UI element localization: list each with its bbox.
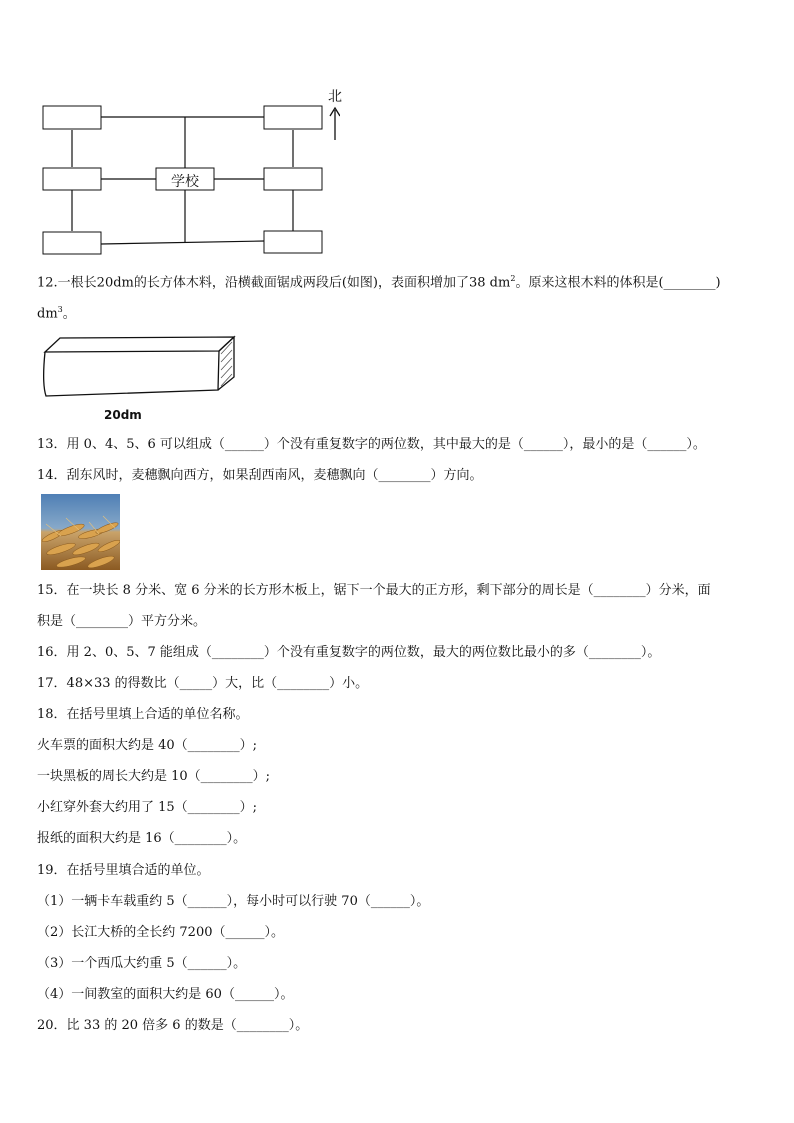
map-box-mid-right (264, 168, 322, 190)
question-19-2: （2）长江大桥的全长约 7200（______）。 (37, 925, 284, 940)
question-18-d: 报纸的面积大约是 16（________）。 (37, 831, 247, 846)
wood-length-caption: 20dm (104, 408, 142, 422)
question-18-c: 小红穿外套大约用了 15（________）; (37, 800, 258, 815)
map-box-top-right (264, 106, 322, 129)
question-19-1: （1）一辆卡车载重约 5（______），每小时可以行驶 70（______）。 (37, 894, 430, 909)
question-20: 20．比 33 的 20 倍多 6 的数是（________）。 (37, 1018, 309, 1033)
question-18: 18．在括号里填上合适的单位名称。 (37, 707, 249, 722)
question-13: 13．用 0、4、5、6 可以组成（______）个没有重复数字的两位数，其中最大的是（______），最小的是（______）。 (37, 437, 706, 452)
question-18-b: 一块黑板的周长大约是 10（________）; (37, 769, 271, 784)
question-15-line2: 积是（________）平方分米。 (37, 614, 207, 629)
map-box-mid-left (43, 168, 101, 190)
north-label: 北 (328, 89, 342, 105)
map-box-bottom-left (43, 232, 101, 254)
question-12-line1: 12.一根长20dm的长方体木料，沿横截面锯成两段后(如图)，表面积增加了38 $dm^2$。原来这根木料的体积是(________) (37, 274, 721, 291)
question-19-3: （3）一个西瓜大约重 5（______）。 (37, 956, 247, 971)
wood-block-figure (40, 332, 240, 402)
wheat-image (41, 494, 120, 570)
question-15-line1: 15．在一块长 8 分米、宽 6 分米的长方形木板上，锯下一个最大的正方形，剩下部分的周长是（________）分米，面 (37, 583, 711, 598)
question-12-line2: $dm^3$。 (37, 305, 76, 322)
school-label: 学校 (171, 174, 199, 190)
question-17: 17．48×33 的得数比（_____）大，比（________）小。 (37, 676, 369, 691)
question-19-4: （4）一间教室的面积大约是 60（______）。 (37, 987, 294, 1002)
question-16: 16．用 2、0、5、7 能组成（________）个没有重复数字的两位数，最大的两位数比最小的多（________）。 (37, 645, 661, 660)
question-18-a: 火车票的面积大约是 40（________）; (37, 738, 258, 753)
map-box-top-left (43, 106, 101, 129)
question-14: 14．刮东风时，麦穗飘向西方，如果刮西南风，麦穗飘向（________）方向。 (37, 468, 483, 483)
map-box-bottom-right (264, 231, 322, 253)
question-19: 19．在括号里填合适的单位。 (37, 863, 210, 878)
